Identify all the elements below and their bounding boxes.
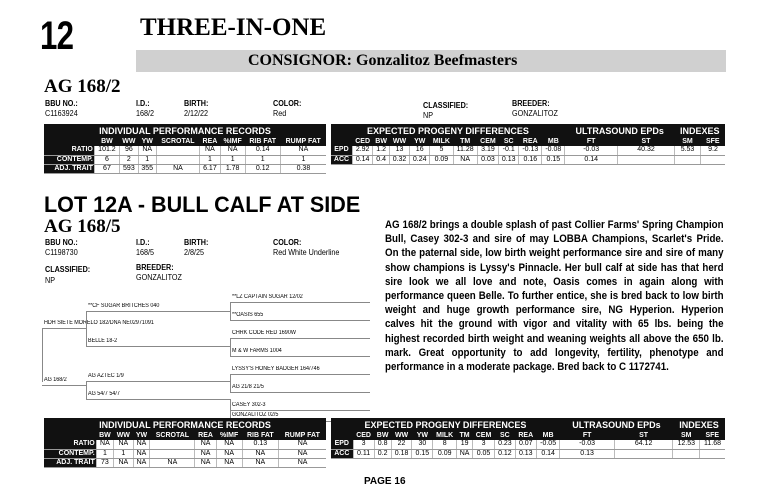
dam-perf-cell: 0.38	[280, 164, 326, 173]
calf-ultrasound-title: ULTRASOUND EPDs	[560, 418, 673, 432]
calf-perf-row	[44, 440, 326, 449]
dam-epd-col-header: MILK	[430, 138, 453, 146]
dam-epd-cell: 11.28	[453, 146, 477, 155]
dam-epd-cell: 0.14	[565, 155, 618, 164]
dam-indexes-title: INDEXES	[675, 124, 725, 138]
calf-epd-cell: 0.13	[515, 449, 536, 458]
dam-perf-cell: 1	[280, 155, 326, 164]
calf-perf-col-header: REA	[195, 432, 216, 440]
calf-epd-cell: 0.23	[495, 440, 516, 449]
calf-epd-table	[331, 418, 725, 459]
dam-epd-cell: 0.15	[542, 155, 565, 164]
calf-birth-label: BIRTH:	[184, 238, 209, 247]
dam-epd-row	[331, 155, 725, 164]
dam-birth: 2/12/22	[184, 109, 209, 118]
dam-epd-cell: -0.13	[519, 146, 542, 155]
dam-epd-cell: 16	[410, 146, 430, 155]
dam-perf-cell: 6	[94, 155, 119, 164]
dam-perf-cell: 0.12	[245, 164, 280, 173]
calf-perf-header	[44, 432, 326, 440]
calf-epd-row-label: EPD	[331, 440, 353, 449]
calf-perf-cell: 0.13	[242, 440, 279, 449]
calf-perf-cell: NA	[242, 458, 279, 467]
dam-perf-col-header: REA	[200, 138, 221, 146]
dam-epd-cell: 0.4	[373, 155, 390, 164]
dam-perf-title: INDIVIDUAL PERFORMANCE RECORDS	[44, 124, 326, 138]
dam-epd-cell: 0.09	[430, 155, 453, 164]
pedigree-dam: AG 168/2	[44, 377, 67, 383]
calf-epd-cell: 19	[457, 440, 473, 449]
calf-epd-col-header: TM	[457, 432, 473, 440]
calf-perf-title: INDIVIDUAL PERFORMANCE RECORDS	[44, 418, 326, 432]
calf-epd-row	[331, 440, 725, 449]
dam-epd-col-header: WW	[389, 138, 409, 146]
dam-epd-row-label: EPD	[331, 146, 352, 155]
dam-epd-cell: 3.19	[477, 146, 498, 155]
dam-classified-label: CLASSIFIED:	[423, 101, 469, 110]
pedigree-sd-dam: M & W FARMS 1004	[232, 348, 282, 354]
calf-epd-col-header	[331, 432, 353, 440]
dam-perf-col-header: RIB FAT	[245, 138, 280, 146]
calf-perf-row	[44, 449, 326, 458]
dam-epd-row	[331, 146, 725, 155]
dam-epd-table	[331, 124, 725, 165]
dam-perf-cell: 1.78	[220, 164, 245, 173]
dam-perf-col-header: RUMP FAT	[280, 138, 326, 146]
dam-epd-cell: 2.92	[352, 146, 372, 155]
calf-perf-cell: NA	[114, 440, 133, 449]
dam-bbu: C1163924	[45, 109, 78, 118]
dam-perf-row-label: ADJ. TRAIT	[44, 164, 94, 173]
dam-perf-cell: NA	[220, 146, 245, 155]
calf-perf-cell: NA	[133, 440, 150, 449]
calf-epd-col-header: CED	[353, 432, 374, 440]
calf-epd-cell: 12.53	[673, 440, 700, 449]
dam-perf-cell: 1	[220, 155, 245, 164]
calf-classified: NP	[45, 276, 56, 285]
dam-epd-cell	[618, 155, 675, 164]
calf-perf-cell: NA	[216, 440, 242, 449]
calf-perf-cell: NA	[133, 458, 150, 467]
dam-breeder: GONZALITOZ	[512, 109, 558, 118]
calf-perf-cell: NA	[96, 440, 113, 449]
dam-perf-cell: 593	[120, 164, 139, 173]
dam-perf-col-header: YW	[138, 138, 156, 146]
dam-epd-header	[331, 138, 725, 146]
pedigree-ds-sire: LYSSY'S HONEY BADGER 164/746	[232, 366, 320, 372]
calf-perf-cell: NA	[114, 458, 133, 467]
dam-perf-cell	[156, 155, 199, 164]
dam-perf-row-label: CONTEMP.	[44, 155, 94, 164]
pedigree-sd-sire: CHRK CODE RED 1690W	[232, 330, 296, 336]
dam-epd-col-header: FT	[565, 138, 618, 146]
lot-title: THREE-IN-ONE	[140, 14, 327, 41]
dam-epd-cell: 0.03	[477, 155, 498, 164]
calf-perf-row-label: CONTEMP.	[44, 449, 96, 458]
calf-epd-cell: 30	[412, 440, 433, 449]
calf-epd-col-header: SC	[495, 432, 516, 440]
dam-perf-cell: 1	[138, 155, 156, 164]
calf-epd-cell: 0.8	[374, 440, 391, 449]
calf-perf-col-header: WW	[114, 432, 133, 440]
dam-epd-col-header	[331, 138, 352, 146]
pedigree-dd-sire: CASEY 302-3	[232, 402, 266, 408]
dam-epd-cell: 0.24	[410, 155, 430, 164]
dam-epd-cell	[675, 155, 701, 164]
calf-lot-title: LOT 12A - BULL CALF AT SIDE	[44, 192, 361, 217]
calf-epd-col-header: YW	[412, 432, 433, 440]
calf-breeder-label: BREEDER:	[136, 263, 174, 272]
calf-epd-cell: -0.05	[536, 440, 560, 449]
dam-epd-cell: 0.16	[519, 155, 542, 164]
dam-epd-col-header: SFE	[701, 138, 726, 146]
dam-perf-cell: NA	[280, 146, 326, 155]
dam-id: AG 168/2	[44, 76, 121, 97]
dam-bbu-label: BBU NO.:	[45, 99, 78, 108]
dam-color-label: COLOR:	[273, 99, 302, 108]
calf-perf-cell	[150, 440, 195, 449]
calf-epd-row-label: ACC	[331, 449, 353, 458]
dam-perf-cell: 2	[120, 155, 139, 164]
calf-epd-cell: 11.68	[700, 440, 725, 449]
dam-perf-col-header	[44, 138, 94, 146]
calf-epd-col-header: REA	[515, 432, 536, 440]
calf-perf-col-header: BW	[96, 432, 113, 440]
calf-perf-cell: NA	[195, 458, 216, 467]
calf-perf-cell: NA	[216, 458, 242, 467]
calf-perf-cell: 73	[96, 458, 113, 467]
page-number: PAGE 16	[364, 476, 406, 487]
calf-perf-cell	[150, 449, 195, 458]
dam-epd-title: EXPECTED PROGENY DIFFERENCES	[331, 124, 565, 138]
dam-epd-cell: -0.03	[565, 146, 618, 155]
calf-epd-col-header: SFE	[700, 432, 725, 440]
calf-epd-cell: 22	[391, 440, 412, 449]
dam-perf-col-header: BW	[94, 138, 119, 146]
calf-classified-label: CLASSIFIED:	[45, 265, 91, 274]
calf-epd-cell: NA	[457, 449, 473, 458]
calf-epd-cell: 0.11	[353, 449, 374, 458]
calf-perf-cell: NA	[195, 449, 216, 458]
calf-epd-col-header: BW	[374, 432, 391, 440]
calf-epd-col-header: MB	[536, 432, 560, 440]
calf-epd-cell: 0.14	[536, 449, 560, 458]
calf-epd-cell: 0.13	[560, 449, 614, 458]
dam-perf-col-header: SCROTAL	[156, 138, 199, 146]
dam-epd-cell: 1.2	[373, 146, 390, 155]
calf-birth: 2/8/25	[184, 248, 205, 257]
pedigree-ss-sire: **LZ CAPTAIN SUGAR 12/02	[232, 294, 303, 300]
calf-id-label: I.D.:	[136, 238, 150, 247]
calf-color-label: COLOR:	[273, 238, 302, 247]
lot-description: AG 168/2 brings a double splash of past Collier Farms' Spring Champion Bull, Casey 302-3 and sire of may LOBBA Champions, Scarlet's Pride. On the paternal side, low birth weight performance sire and sire of many show champions is Lyssy's Pinnacle. Her bull calf at side has that herd sire look we all love and note, Oasis comes in again along with performance queen Belle. To further entice, she is bred back to low birth weight and huge growth performance sire, NG Hyperion. Hyperion calves hit the ground with vigor and vitality with 65 lbs. being the highest recorded birth weight and weaning weights all above the 650 lb. mark. Great opportunity to add longevity, fertility, phenotype and performance in a moderate package. Bred back to C 1172741.	[385, 219, 724, 374]
dam-epd-col-header: TM	[453, 138, 477, 146]
calf-perf-cell: NA	[279, 440, 326, 449]
pedigree-d-dam: AG 54/7 54/7	[88, 391, 120, 397]
dam-epd-col-header: CED	[352, 138, 372, 146]
calf-epd-col-header: ST	[614, 432, 673, 440]
calf-epd-col-header: SM	[673, 432, 700, 440]
calf-perf-cell: NA	[279, 458, 326, 467]
dam-epd-col-header: SM	[675, 138, 701, 146]
dam-epd-cell: 0.32	[389, 155, 409, 164]
calf-bbu: C1198730	[45, 248, 78, 257]
pedigree-s-sire: **CF SUGAR BRITCHES 040	[88, 303, 160, 309]
calf-perf-col-header: RIB FAT	[242, 432, 279, 440]
calf-perf-cell: NA	[195, 440, 216, 449]
calf-perf-row	[44, 458, 326, 467]
calf-epd-cell	[700, 449, 725, 458]
dam-epd-cell: 40.32	[618, 146, 675, 155]
calf-epd-header	[331, 432, 725, 440]
calf-perf-col-header: RUMP FAT	[279, 432, 326, 440]
dam-epd-col-header: BW	[373, 138, 390, 146]
dam-perf-cell: 6.17	[200, 164, 221, 173]
calf-epd-cell: 0.05	[473, 449, 495, 458]
dam-epd-cell	[701, 155, 726, 164]
dam-perf-cell: 1	[245, 155, 280, 164]
calf-id: AG 168/5	[44, 216, 121, 237]
calf-bbu-label: BBU NO.:	[45, 238, 78, 247]
calf-breeder: GONZALITOZ	[136, 273, 182, 282]
dam-epd-cell: -0.08	[542, 146, 565, 155]
calf-epd-cell: 0.18	[391, 449, 412, 458]
dam-perf-row	[44, 164, 326, 173]
dam-epd-cell: 0.14	[352, 155, 372, 164]
dam-perf-header	[44, 138, 326, 146]
dam-epd-col-header: ST	[618, 138, 675, 146]
calf-epd-col-header: CEM	[473, 432, 495, 440]
dam-perf-cell	[156, 146, 199, 155]
dam-birth-label: BIRTH:	[184, 99, 209, 108]
dam-epd-col-header: CEM	[477, 138, 498, 146]
calf-epd-cell: 0.15	[412, 449, 433, 458]
dam-perf-row	[44, 155, 326, 164]
dam-id-label: I.D.:	[136, 99, 150, 108]
calf-perf-cell: NA	[279, 449, 326, 458]
dam-perf-cell: 96	[120, 146, 139, 155]
dam-color: Red	[273, 109, 287, 118]
calf-epd-cell	[614, 449, 673, 458]
calf-perf-row-label: ADJ. TRAIT	[44, 458, 96, 467]
dam-perf-cell: 355	[138, 164, 156, 173]
calf-indexes-title: INDEXES	[673, 418, 725, 432]
dam-perf-cell: NA	[156, 164, 199, 173]
dam-breeder-label: BREEDER:	[512, 99, 550, 108]
dam-perf-col-header: %IMF	[220, 138, 245, 146]
dam-perf-cell: 0.14	[245, 146, 280, 155]
calf-epd-cell: 0.12	[495, 449, 516, 458]
dam-performance-table	[44, 124, 326, 174]
dam-perf-row-label: RATIO	[44, 146, 94, 155]
calf-epd-cell: 8	[433, 440, 457, 449]
pedigree-dd-dam: GONZALITOZ 02/5	[232, 412, 279, 418]
dam-perf-cell: 101.2	[94, 146, 119, 155]
dam-epd-col-header: YW	[410, 138, 430, 146]
pedigree-d-sire: AG AZTEC 1/9	[88, 373, 124, 379]
dam-epd-cell: 9.2	[701, 146, 726, 155]
calf-perf-cell: NA	[150, 458, 195, 467]
calf-epd-col-header: FT	[560, 432, 614, 440]
calf-color: Red White Underline	[273, 248, 340, 257]
pedigree-sire: HDH SIETE MORELO 182/DNA NE02971091	[44, 320, 154, 326]
calf-epd-cell: 3	[473, 440, 495, 449]
dam-epd-col-header: REA	[519, 138, 542, 146]
lot-number: 12	[40, 14, 74, 58]
calf-epd-title: EXPECTED PROGENY DIFFERENCES	[331, 418, 560, 432]
dam-classified: NP	[423, 111, 434, 120]
dam-epd-col-header: MB	[542, 138, 565, 146]
calf-perf-col-header: YW	[133, 432, 150, 440]
dam-epd-cell: 13	[389, 146, 409, 155]
calf-epd-cell: 0.09	[433, 449, 457, 458]
dam-epd-cell: 5	[430, 146, 453, 155]
dam-perf-cell: NA	[200, 146, 221, 155]
calf-epd-cell: 0.07	[515, 440, 536, 449]
dam-id-value: 168/2	[136, 109, 155, 118]
calf-epd-col-header: WW	[391, 432, 412, 440]
dam-epd-cell: 5.53	[675, 146, 701, 155]
calf-perf-col-header	[44, 432, 96, 440]
dam-perf-col-header: WW	[120, 138, 139, 146]
calf-epd-cell: 3	[353, 440, 374, 449]
calf-epd-col-header: MILK	[433, 432, 457, 440]
calf-performance-table	[44, 418, 326, 468]
dam-perf-cell: NA	[138, 146, 156, 155]
calf-perf-col-header: %IMF	[216, 432, 242, 440]
dam-epd-cell: 0.13	[499, 155, 519, 164]
pedigree-ss-dam: **OASIS 655	[232, 312, 264, 318]
calf-id-value: 168/5	[136, 248, 155, 257]
dam-perf-row	[44, 146, 326, 155]
dam-ultrasound-title: ULTRASOUND EPDs	[565, 124, 675, 138]
calf-perf-cell: NA	[133, 449, 150, 458]
calf-epd-cell: 64.12	[614, 440, 673, 449]
dam-epd-row-label: ACC	[331, 155, 352, 164]
dam-perf-cell: 1	[200, 155, 221, 164]
dam-epd-cell: -0.1	[499, 146, 519, 155]
calf-perf-cell: 1	[114, 449, 133, 458]
calf-perf-col-header: SCROTAL	[150, 432, 195, 440]
dam-epd-col-header: SC	[499, 138, 519, 146]
calf-epd-row	[331, 449, 725, 458]
calf-perf-cell: NA	[242, 449, 279, 458]
consignor: CONSIGNOR: Gonzalitoz Beefmasters	[248, 52, 518, 69]
calf-perf-row-label: RATIO	[44, 440, 96, 449]
pedigree-s-dam: BELLE 18-2	[88, 338, 118, 344]
calf-perf-cell: 1	[96, 449, 113, 458]
calf-epd-cell	[673, 449, 700, 458]
calf-epd-cell: 0.2	[374, 449, 391, 458]
calf-epd-cell: -0.03	[560, 440, 614, 449]
dam-epd-cell: NA	[453, 155, 477, 164]
calf-perf-cell: NA	[216, 449, 242, 458]
pedigree-ds-dam: AG 21/8 21/5	[232, 384, 264, 390]
dam-perf-cell: 67	[94, 164, 119, 173]
